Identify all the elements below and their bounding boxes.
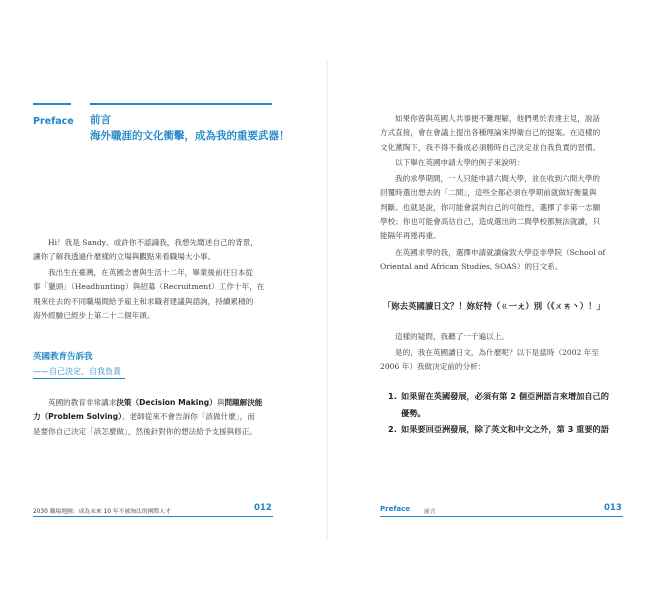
paragraph-line: 方式直接，會在會議上提出各種理論來捍衛自己的提案。在這樣的 bbox=[380, 128, 601, 138]
list-number: 1. bbox=[388, 391, 397, 401]
left-page bbox=[0, 0, 327, 609]
list-item bbox=[388, 421, 628, 438]
background-line: 我出生在臺灣，在英國念書與生活十二年，畢業後前往日本從 bbox=[48, 268, 254, 277]
list-item bbox=[388, 388, 628, 421]
footer-rule bbox=[33, 516, 273, 517]
paragraph-line: 文化薰陶下，我不得不養成必須勝時自己決定並自我負責的習慣。 bbox=[380, 142, 601, 152]
problem-solving-term: 問題解決能 bbox=[224, 398, 263, 407]
footer-book-title: 2030 職場地圖：成為未來 10 年不被淘汰的國際人才 bbox=[33, 509, 171, 515]
intro-line: 讓你了解我透過什麼樣的立場與觀點來看職場大小事。 bbox=[33, 252, 216, 262]
paragraph-line: 如果你曾與英國人共事便不難理解，他們勇於表達主見，說話 bbox=[395, 114, 601, 123]
right-page bbox=[328, 0, 655, 609]
list-number: 2. bbox=[388, 424, 397, 434]
background-line: 飛來往去的不同職場間給予雇主和求職者建議與諮詢，持續累積的 bbox=[33, 296, 254, 306]
background-line: 海外經驗已經步上第二十二個年頭。 bbox=[33, 310, 155, 320]
paragraph-line: 回覆時選出想去的「二間」，這些全都必須在學期前就做好衡量與 bbox=[380, 188, 597, 198]
text-run: 與 bbox=[216, 398, 225, 407]
paragraph-line: 以下舉在英國申請大學的例子來說明： bbox=[395, 158, 525, 167]
preface-tag: Preface bbox=[33, 116, 74, 127]
paragraph-5 bbox=[380, 330, 623, 344]
page-title: 前言 bbox=[90, 114, 111, 126]
background-paragraph bbox=[33, 266, 273, 323]
header-rule-long bbox=[90, 103, 272, 105]
footer-rule bbox=[380, 516, 623, 517]
section-subheading: ——自己決定、自我負責 bbox=[33, 367, 121, 376]
intro-paragraph bbox=[33, 236, 273, 265]
paragraph-line: Oriental and African Studies, SOAS）的日文系。 bbox=[380, 262, 563, 272]
paragraph-3 bbox=[380, 172, 623, 243]
page-subtitle: 海外職涯的文化衝擊，成為我的重要武器！ bbox=[90, 130, 290, 142]
paragraph-1 bbox=[380, 112, 623, 155]
background-line: 事「獵頭」（Headhunting）與招募（Recruitment）工作十年，在 bbox=[33, 282, 265, 292]
paragraph-line: 我的求學期間，一人只能申請六間大學，並在收到六間大學的 bbox=[395, 174, 601, 183]
paragraph-line: 學校；你也可能會高估自己，造成選出的二間學校都無法就讀，只 bbox=[380, 216, 601, 226]
footer-page-number: 012 bbox=[254, 503, 272, 513]
decision-making-term: 決策（Decision Making） bbox=[116, 398, 217, 407]
paragraph-4 bbox=[380, 246, 623, 275]
section-underline bbox=[33, 378, 125, 379]
paragraph-6 bbox=[380, 346, 623, 375]
footer-title: 前言 bbox=[424, 509, 436, 515]
text-run: 。老師從來不會告訴你「該做什麼」，而 bbox=[121, 412, 255, 422]
list-text: 優勢。 bbox=[401, 407, 426, 418]
header-rule-short bbox=[33, 103, 71, 105]
paragraph-line: 能隔年再捲再重。 bbox=[380, 231, 441, 241]
paragraph-line: 這樣的疑問，我聽了一千遍以上。 bbox=[395, 332, 509, 341]
list-text: 如果要回亞洲發展，除了英文和中文之外，第 3 重要的語 bbox=[401, 424, 609, 434]
text-run: 英國的教育非常講求 bbox=[48, 398, 117, 407]
education-paragraph bbox=[33, 396, 273, 439]
paragraph-line: 是的，我在英國讀日文，為什麼呢？以下是當時（2002 年至 bbox=[395, 348, 599, 357]
section-heading: 英國教育告訴我 bbox=[33, 352, 93, 362]
intro-line: Hi！我是 Sandy。或許你不認識我，我想先聞述自己的背景， bbox=[48, 238, 258, 247]
paragraph-line: 判斷。也就是說，你可能會誤判自己的可能性，選擇了非第一志願 bbox=[380, 202, 601, 212]
list-text: 如果留在英國發展，必須有第 2 個亞洲語言來增加自己的 bbox=[401, 391, 609, 401]
education-line: 是要你自己決定「該怎麼做」，然後針對你的想法給予支援與修正。 bbox=[33, 426, 258, 436]
quote: 「妳去英國讀日文？！妳好特（ㄍ一ㄤ）別（《ㄨㄞ丶）！」 bbox=[383, 301, 605, 311]
footer-page-number: 013 bbox=[604, 503, 622, 513]
footer-preface-tag: Preface bbox=[380, 505, 410, 513]
paragraph-line: 2006 年）我做決定前的分析： bbox=[380, 362, 486, 372]
problem-solving-term: 力（Problem Solving） bbox=[33, 412, 122, 422]
paragraph-2 bbox=[380, 156, 623, 170]
analysis-list bbox=[388, 388, 628, 438]
paragraph-line: 在英國求學的我，選擇申請就讀倫敦大學亞非學院（School of bbox=[395, 248, 606, 257]
